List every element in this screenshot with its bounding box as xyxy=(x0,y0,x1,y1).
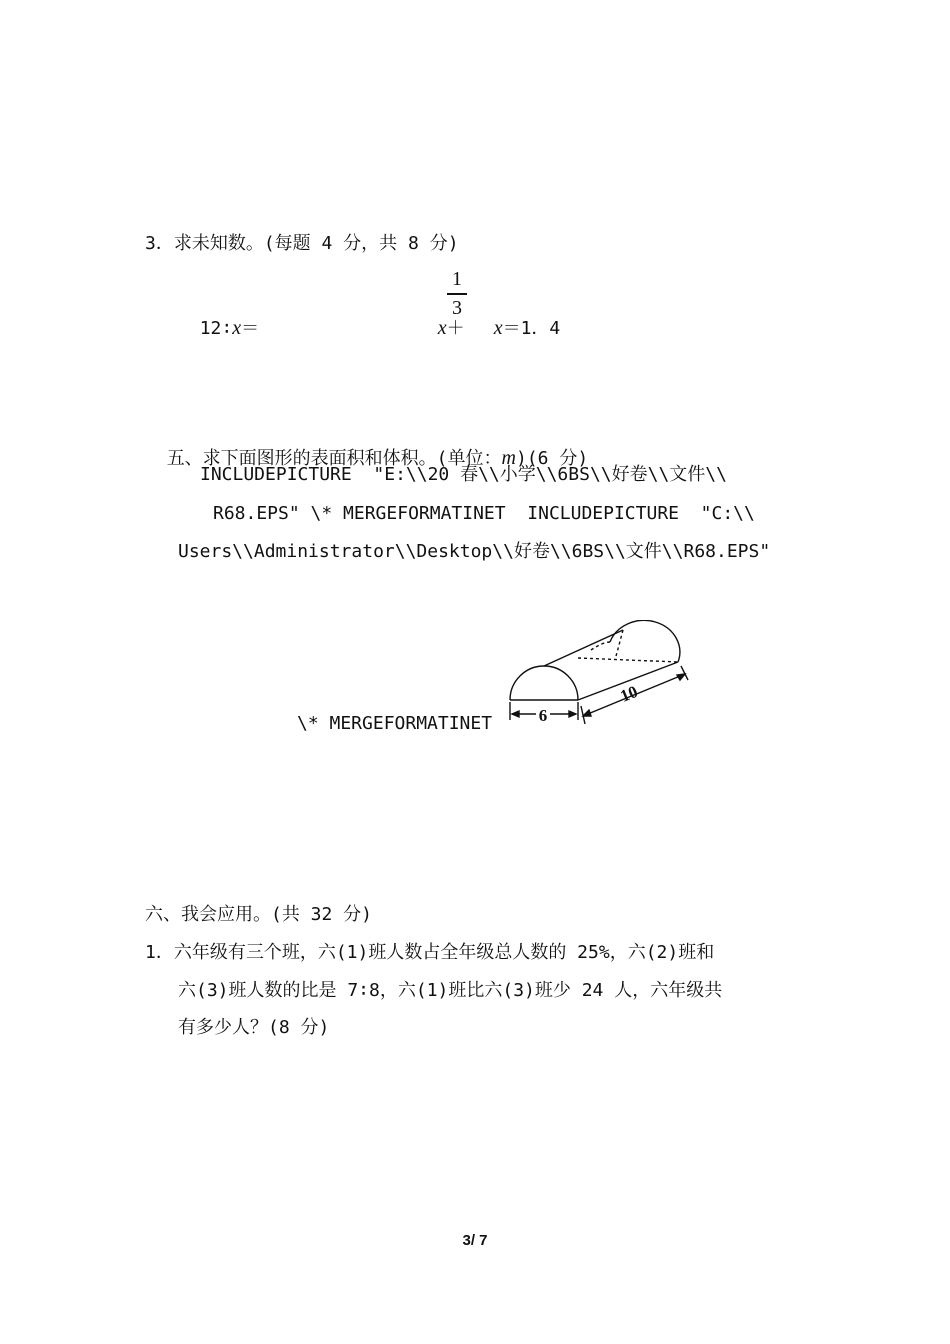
eq2-variable: x xyxy=(437,317,447,339)
label-length: 10 xyxy=(617,681,641,706)
field-code-line-4: \* MERGEFORMATINET xyxy=(297,713,493,734)
field-code-line-2: R68.EPS" \* MERGEFORMATINET INCLUDEPICTURE "C:\\ xyxy=(213,503,755,524)
field-code-line-3: Users\\Administrator\\Desktop\\好卷\\6BS\\文件\\R68.EPS" xyxy=(178,541,771,562)
problem-1-line-3: 有多少人？(8 分) xyxy=(178,1017,330,1038)
field-code-line-1: INCLUDEPICTURE "E:\\20 春\\小学\\6BS\\好卷\\文件\\ xyxy=(200,464,727,485)
q6-heading: 六、我会应用。(共 32 分) xyxy=(145,904,373,925)
q5-heading-suffix: )(6 分) xyxy=(515,448,589,469)
q3-heading: 3．求未知数。(每题 4 分，共 8 分) xyxy=(145,233,459,254)
page-number: 3/ 7 xyxy=(462,1232,488,1249)
q5-heading-unit: m xyxy=(501,447,516,469)
figure-labels xyxy=(503,620,703,730)
eq2-fraction-bar xyxy=(447,293,467,295)
eq2-fraction-numerator: 1 xyxy=(452,268,462,290)
problem-1-line-2: 六(3)班人数的比是 7∶8，六(1)班比六(3)班少 24 人，六年级共 xyxy=(178,980,723,1001)
equation-1 xyxy=(178,300,259,338)
eq1-left: 12∶ xyxy=(199,318,233,339)
q5-heading xyxy=(145,430,588,468)
problem-1-line-1: 1．六年级有三个班，六(1)班人数占全年级总人数的 25%，六(2)班和 xyxy=(145,942,715,963)
eq2-result: ＝1．4 xyxy=(502,318,561,339)
eq1-equals: ＝ xyxy=(241,318,260,339)
eq2-variable-2: x xyxy=(493,317,503,339)
eq2-fraction-denominator: 3 xyxy=(452,297,462,319)
eq2-plus: ＋ xyxy=(446,318,465,339)
label-width: 6 xyxy=(538,706,548,725)
equation-2-rest xyxy=(472,300,560,338)
q5-heading-prefix: 五、求下面图形的表面积和体积。(单位： xyxy=(166,448,502,469)
eq1-variable: x xyxy=(232,317,242,339)
